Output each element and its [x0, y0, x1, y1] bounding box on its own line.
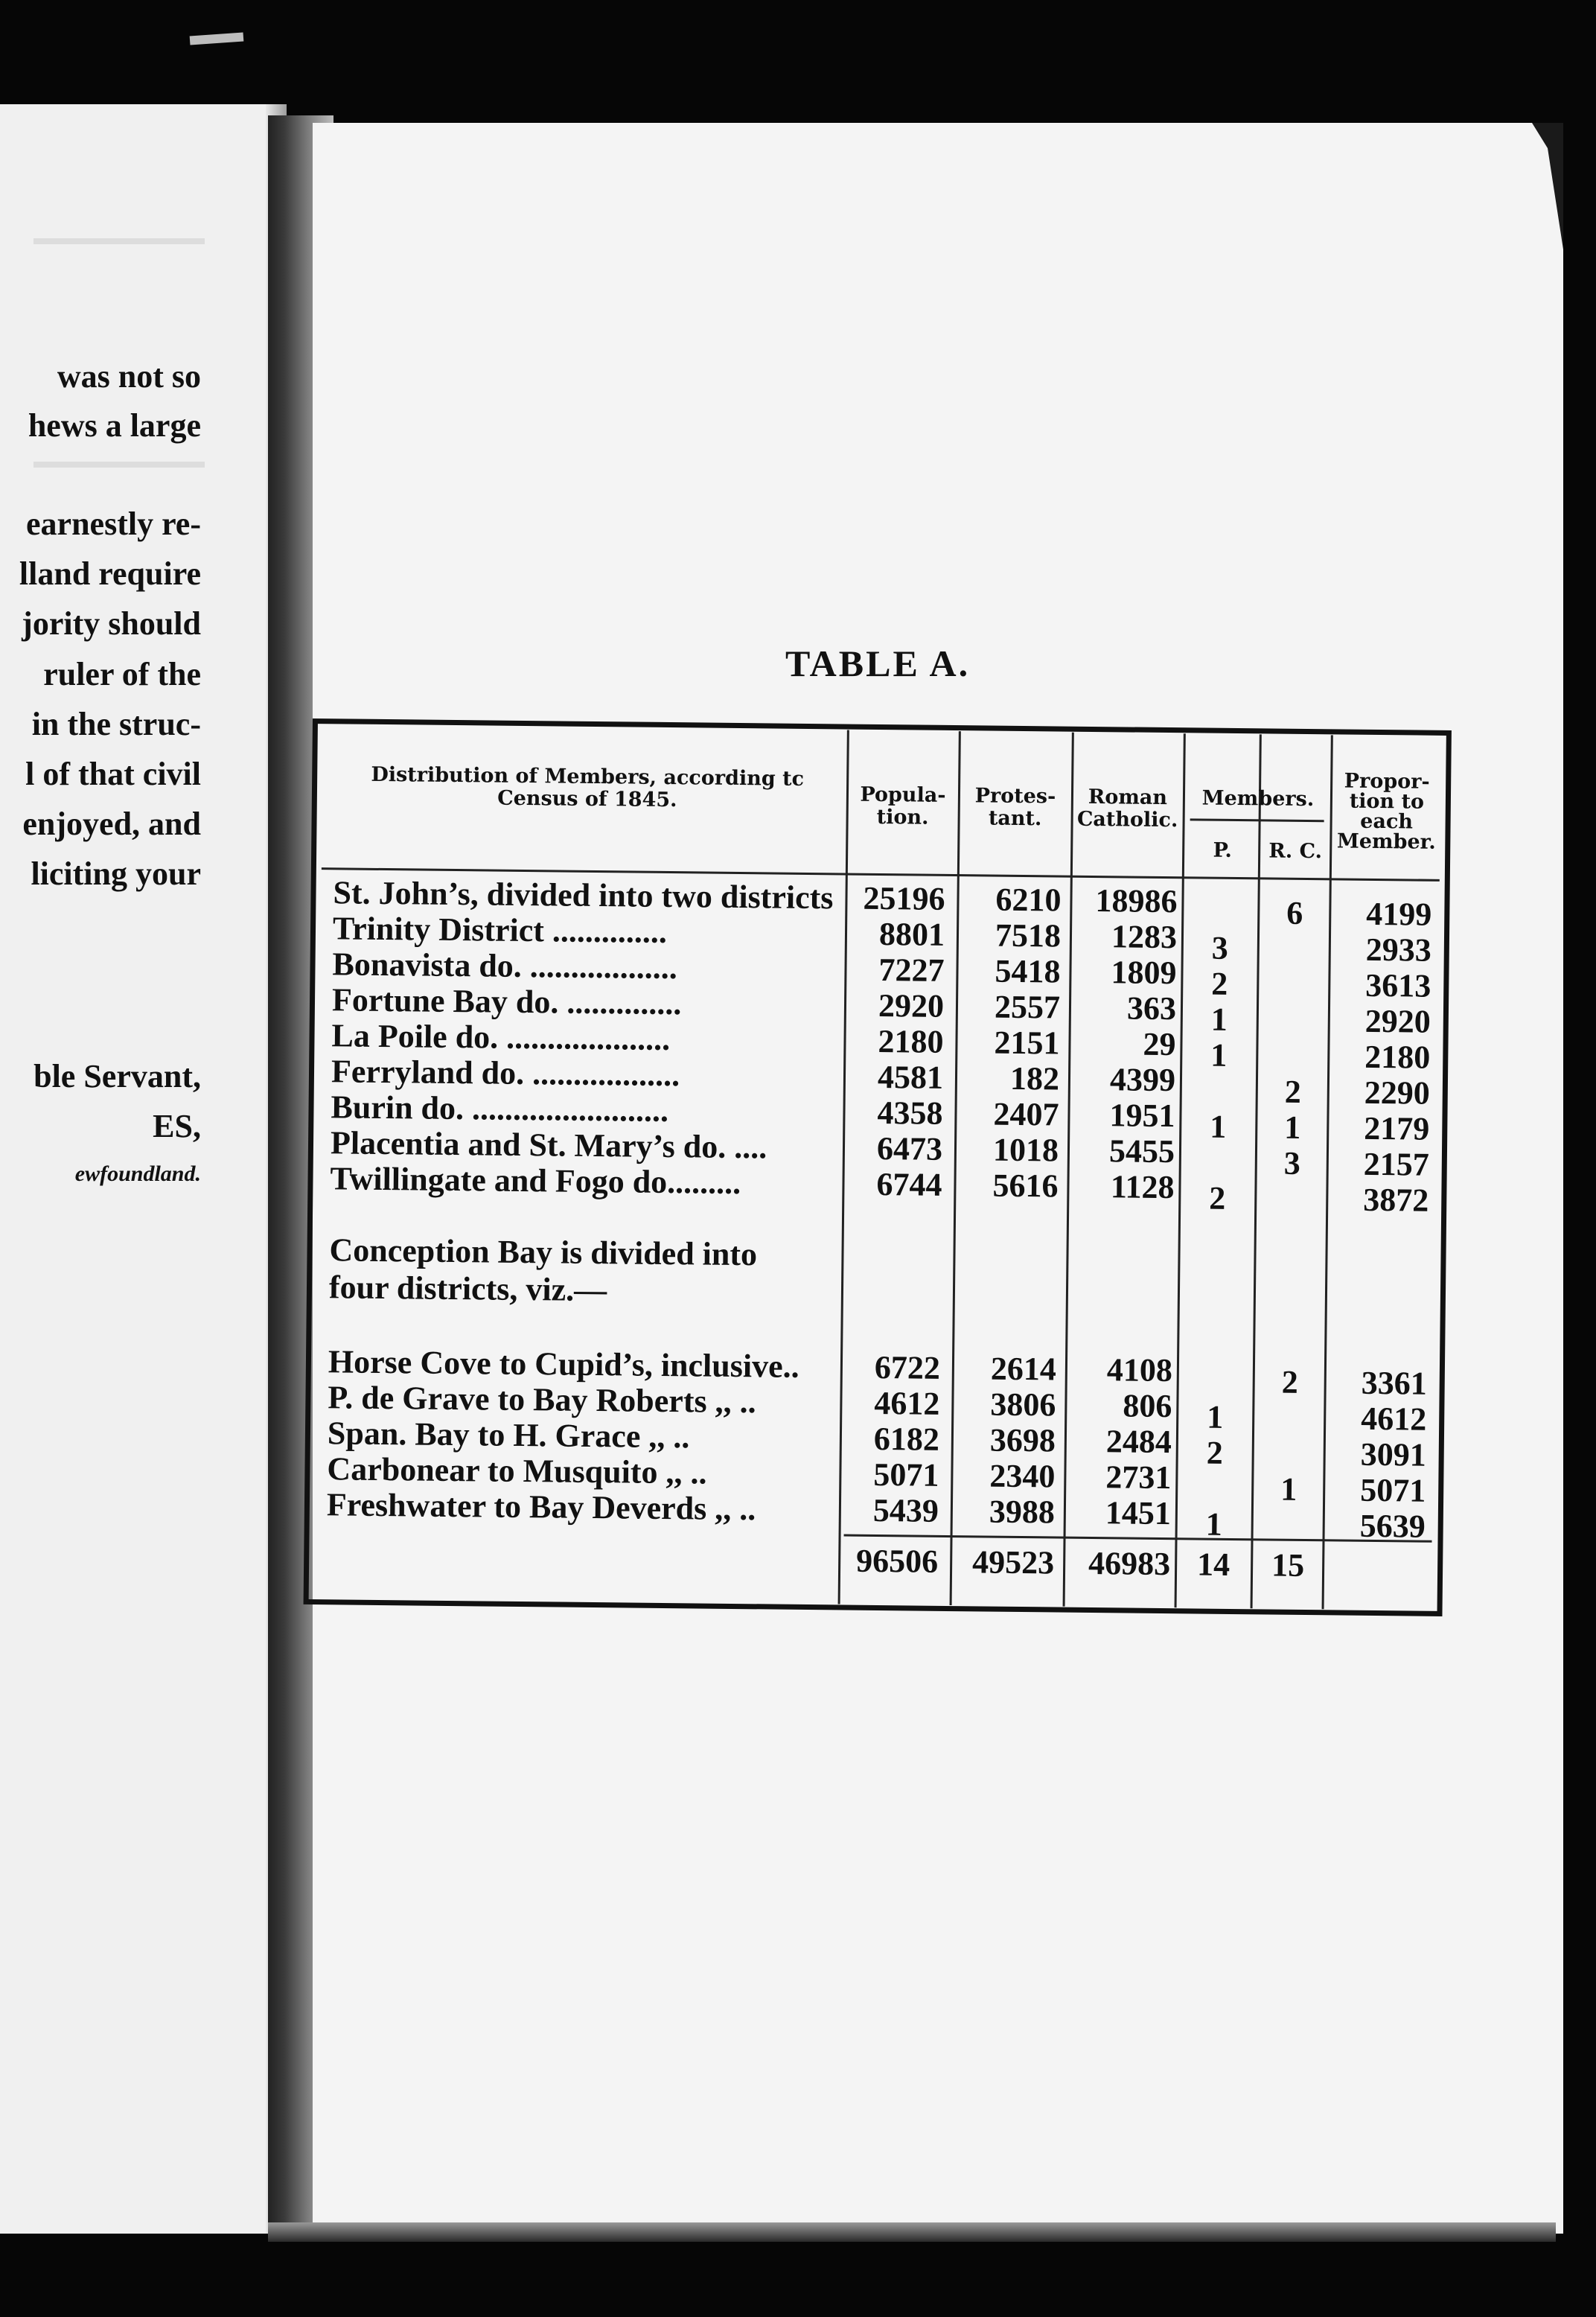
left-text-line: hews a large	[28, 407, 201, 444]
cell-catholic: 18986	[1095, 882, 1178, 920]
page-bottom-edge	[268, 2222, 1556, 2242]
cell-proportion: 3872	[1363, 1181, 1429, 1219]
conception-bay-note: four districts, viz.—	[328, 1269, 607, 1309]
cell-catholic: 29	[1143, 1025, 1176, 1063]
row-district-name: St. John’s, divided into two districts	[333, 874, 834, 917]
cell-population: 5071	[873, 1456, 939, 1494]
cell-proportion: 4612	[1360, 1400, 1427, 1438]
cell-p: 1	[1210, 1108, 1227, 1145]
cell-proportion: 3091	[1360, 1435, 1426, 1473]
faded-text	[33, 462, 205, 468]
total-catholic: 46983	[1088, 1544, 1171, 1583]
cell-catholic: 5455	[1108, 1132, 1175, 1170]
row-district-name: Fortune Bay do. ..............	[331, 981, 682, 1022]
cell-protestant: 3988	[989, 1493, 1056, 1531]
row-district-name: Ferryland do. ..................	[331, 1053, 680, 1094]
cell-p: 3	[1211, 929, 1229, 966]
cell-catholic: 2484	[1105, 1423, 1172, 1461]
cell-protestant: 7518	[995, 917, 1062, 954]
cell-population: 7227	[878, 951, 945, 989]
header-members-p: P.	[1213, 838, 1232, 862]
cell-protestant: 2340	[989, 1457, 1056, 1495]
cell-catholic: 1951	[1109, 1097, 1175, 1135]
cell-proportion: 2290	[1364, 1074, 1431, 1112]
cell-proportion: 2933	[1365, 931, 1432, 969]
cell-proportion: 4199	[1366, 895, 1432, 933]
cell-protestant: 5616	[992, 1167, 1059, 1205]
header-roman-catholic: Roman Catholic.	[1076, 785, 1178, 832]
cell-population: 4358	[877, 1094, 943, 1132]
cell-catholic: 1283	[1111, 918, 1178, 956]
header-proportion: Propor- tion to each Member.	[1336, 769, 1436, 854]
cell-rc: 6	[1286, 894, 1303, 931]
cell-population: 2920	[878, 987, 945, 1024]
cell-rc: 1	[1284, 1109, 1301, 1146]
cell-protestant: 2151	[994, 1024, 1060, 1062]
cell-catholic: 4399	[1109, 1061, 1176, 1099]
cell-proportion: 2920	[1364, 1002, 1431, 1040]
cell-protestant: 3698	[989, 1421, 1056, 1459]
row-district-name: Trinity District ..............	[332, 910, 668, 950]
total-population: 96506	[855, 1542, 939, 1580]
left-page	[0, 104, 287, 2234]
cell-p: 1	[1210, 1036, 1228, 1074]
cell-catholic: 1451	[1105, 1494, 1172, 1532]
header-protestant: Protes- tant.	[974, 784, 1056, 831]
cell-population: 4612	[874, 1384, 940, 1422]
left-text-line-italic: ewfoundland.	[74, 1161, 201, 1186]
cell-proportion: 2179	[1364, 1109, 1430, 1147]
cell-protestant: 2557	[994, 988, 1061, 1026]
census-table	[304, 718, 1452, 1616]
scan-mark	[190, 33, 244, 45]
cell-catholic: 1809	[1111, 954, 1177, 992]
left-text-line: ruler of the	[43, 656, 201, 692]
left-text-line: l of that civil	[25, 756, 201, 792]
left-text-line: enjoyed, and	[22, 806, 201, 842]
cell-protestant: 182	[1009, 1059, 1060, 1097]
cell-catholic: 806	[1123, 1387, 1172, 1425]
cell-rc: 2	[1284, 1073, 1302, 1110]
header-distribution: Distribution of Members, according tc Census of 1845.	[371, 762, 805, 812]
total-p: 14	[1196, 1546, 1230, 1583]
cell-catholic: 2731	[1105, 1459, 1172, 1497]
torn-corner	[1511, 123, 1563, 249]
cell-population: 5439	[872, 1491, 939, 1529]
header-population: Popula- tion.	[860, 783, 946, 829]
row-district-name: La Poile do. ....................	[331, 1017, 671, 1058]
row-district-name: Bonavista do. ..................	[332, 946, 678, 987]
cell-protestant: 2614	[990, 1350, 1057, 1388]
conception-bay-note: Conception Bay is divided into	[329, 1231, 758, 1273]
cell-catholic: 363	[1126, 989, 1177, 1027]
cell-protestant: 1018	[992, 1131, 1059, 1169]
faded-text	[33, 238, 205, 244]
cell-population: 6182	[873, 1420, 940, 1458]
cell-population: 4581	[877, 1058, 944, 1096]
row-district-name: Placentia and St. Mary’s do. ....	[330, 1124, 767, 1166]
row-district-name: Span. Bay to H. Grace ,, ..	[327, 1415, 690, 1456]
row-district-name: P. de Grave to Bay Roberts ,, ..	[328, 1379, 756, 1421]
row-district-name: Horse Cove to Cupid’s, inclusive..	[328, 1343, 799, 1385]
cell-p: 1	[1205, 1505, 1222, 1543]
table-title: TABLE A.	[785, 643, 971, 684]
cell-rc: 2	[1281, 1363, 1298, 1400]
left-text-line: ES,	[153, 1108, 201, 1144]
total-protestant: 49523	[971, 1543, 1055, 1581]
left-text-line: ble Servant,	[33, 1058, 201, 1094]
cell-p: 1	[1210, 1001, 1228, 1038]
cell-protestant: 6210	[995, 881, 1062, 919]
cell-p: 2	[1206, 1434, 1223, 1471]
cell-rc: 1	[1280, 1470, 1297, 1508]
row-district-name: Carbonear to Musquito ,, ..	[327, 1450, 707, 1491]
cell-proportion: 3613	[1365, 966, 1431, 1004]
cell-protestant: 3806	[990, 1386, 1056, 1424]
cell-proportion: 2157	[1363, 1145, 1430, 1183]
row-district-name: Freshwater to Bay Deverds ,, ..	[326, 1486, 756, 1528]
cell-protestant: 5418	[995, 952, 1061, 990]
cell-proportion: 3361	[1361, 1364, 1427, 1402]
cell-population: 6744	[876, 1165, 942, 1203]
cell-population: 2180	[878, 1022, 944, 1060]
left-text-line: earnestly re-	[26, 506, 201, 542]
cell-population: 6722	[874, 1348, 941, 1386]
left-text-line: liciting your	[31, 855, 201, 892]
total-rc: 15	[1271, 1546, 1305, 1584]
header-members: Members.	[1201, 786, 1315, 812]
cell-population: 25196	[863, 879, 945, 917]
cell-proportion: 2180	[1364, 1038, 1431, 1076]
cell-p: 1	[1206, 1398, 1224, 1435]
cell-p: 2	[1211, 965, 1228, 1002]
left-text-line: jority should	[22, 605, 201, 642]
cell-proportion: 5639	[1359, 1507, 1426, 1545]
row-district-name: Burin do. ........................	[331, 1089, 669, 1129]
cell-rc: 3	[1283, 1144, 1301, 1182]
header-members-rc: R. C.	[1268, 839, 1323, 864]
cell-catholic: 4108	[1106, 1351, 1173, 1389]
cell-protestant: 2407	[993, 1095, 1059, 1133]
cell-proportion: 5071	[1359, 1471, 1426, 1509]
cell-population: 6473	[876, 1129, 943, 1167]
cell-catholic: 1128	[1110, 1168, 1175, 1206]
left-text-line: was not so	[57, 358, 201, 395]
cell-population: 8801	[878, 915, 945, 953]
left-text-line: lland require	[19, 555, 201, 592]
cell-p: 2	[1209, 1179, 1226, 1217]
row-district-name: Twillingate and Fogo do.........	[330, 1160, 741, 1202]
left-text-line: in the struc-	[31, 706, 201, 742]
